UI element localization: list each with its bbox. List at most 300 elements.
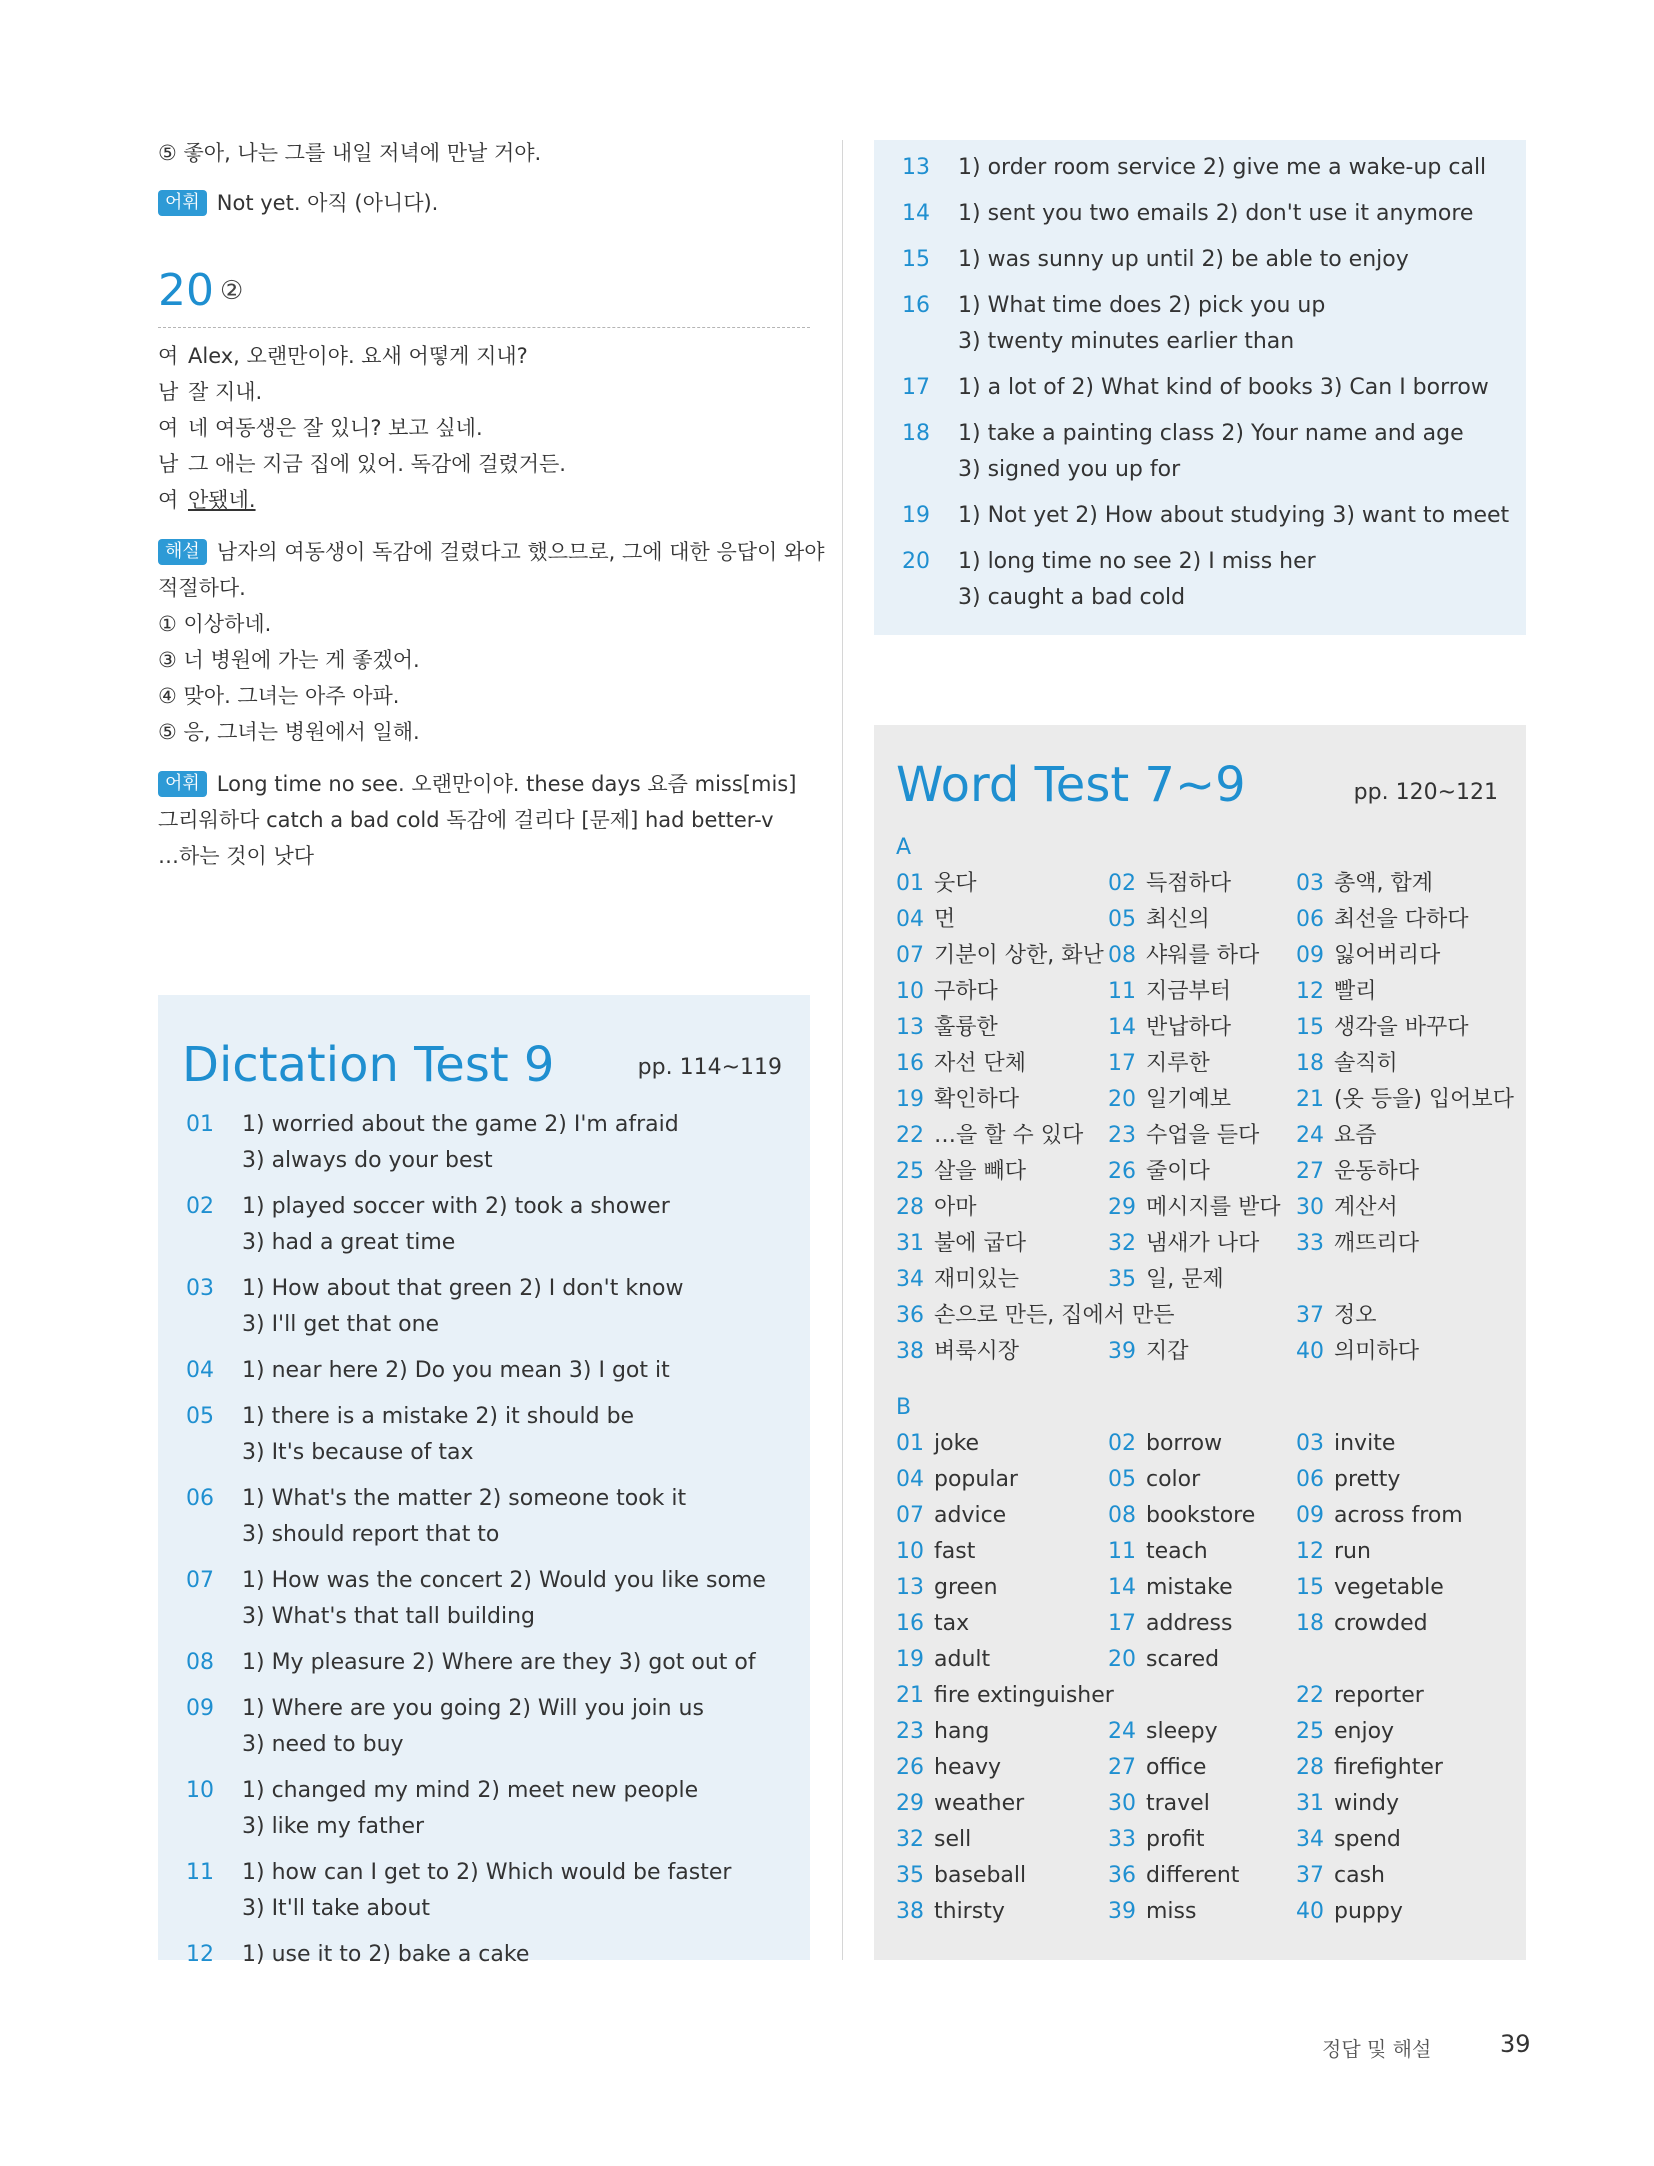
answer-text: 1) take a painting class 2) Your name and age [958, 421, 1464, 446]
word-entry [896, 1786, 1024, 1822]
word-entry [1296, 1858, 1385, 1894]
answer-item [186, 1107, 796, 1179]
answer-text: 1) long time no see 2) I miss her [958, 549, 1316, 574]
word-row [896, 1678, 1516, 1714]
word-text: hang [934, 1719, 990, 1744]
word-number: 21 [1296, 1087, 1324, 1112]
word-text: 계산서 [1334, 1195, 1398, 1220]
answer-item [186, 1353, 796, 1389]
word-entry [1296, 1298, 1377, 1334]
answer-number: 17 [902, 375, 930, 400]
word-row [896, 1462, 1516, 1498]
word-entry [1108, 1822, 1204, 1858]
dialogue-line [158, 482, 810, 518]
word-number: 29 [896, 1791, 924, 1816]
word-entry [1108, 1642, 1219, 1678]
word-text: (옷 등을) 입어보다 [1334, 1087, 1514, 1112]
word-text: 살을 빼다 [934, 1159, 1027, 1184]
word-number: 27 [1296, 1159, 1324, 1184]
word-text: 지갑 [1146, 1339, 1189, 1364]
answer-item [186, 1855, 796, 1927]
word-entry [896, 1894, 1005, 1930]
word-row [896, 1858, 1516, 1894]
word-entry [896, 902, 955, 938]
word-number: 34 [896, 1267, 924, 1292]
word-row [896, 1642, 1516, 1678]
word-number: 30 [1296, 1195, 1324, 1220]
word-number: 10 [896, 1539, 924, 1564]
word-text: weather [934, 1791, 1025, 1816]
dictation-answers-left [186, 1107, 796, 1983]
answer-text: 1) played soccer with 2) took a shower [242, 1194, 670, 1219]
answer-text: 1) was sunny up until 2) be able to enjoy [958, 247, 1409, 272]
word-entry [1108, 1786, 1210, 1822]
word-entry [896, 1226, 1026, 1262]
word-entry [1108, 938, 1259, 974]
word-entry [1108, 1082, 1231, 1118]
word-text: firefighter [1334, 1755, 1443, 1780]
word-entry [1296, 1678, 1424, 1714]
word-text: windy [1334, 1791, 1400, 1816]
word-text: 훌륭한 [934, 1015, 998, 1040]
word-row [896, 1498, 1516, 1534]
word-entry [896, 1082, 1019, 1118]
answer-number: 11 [186, 1860, 214, 1885]
word-entry [1296, 1118, 1377, 1154]
word-text: heavy [934, 1755, 1001, 1780]
word-text: 생각을 바꾸다 [1334, 1015, 1469, 1040]
word-entry [1296, 1750, 1443, 1786]
word-entry [1108, 974, 1231, 1010]
word-text: 총액, 합계 [1334, 871, 1433, 896]
word-text: 냄새가 나다 [1146, 1231, 1260, 1256]
word-entry [1108, 1190, 1281, 1226]
word-number: 29 [1108, 1195, 1136, 1220]
word-entry [1108, 1154, 1210, 1190]
word-number: 18 [1296, 1611, 1324, 1636]
word-text: teach [1146, 1539, 1208, 1564]
answer-item [186, 1481, 796, 1553]
word-number: 12 [1296, 1539, 1324, 1564]
word-text: 최신의 [1146, 907, 1210, 932]
word-number: 02 [1108, 871, 1136, 896]
word-number: 14 [1108, 1015, 1136, 1040]
speaker: 남 [158, 380, 179, 404]
word-text: vegetable [1334, 1575, 1444, 1600]
answer-number: 10 [186, 1778, 214, 1803]
answer-number: 06 [186, 1486, 214, 1511]
answer-number: 03 [186, 1276, 214, 1301]
word-number: 18 [1296, 1051, 1324, 1076]
column-divider [842, 140, 843, 1960]
word-text: 잃어버리다 [1334, 943, 1441, 968]
word-entry [1108, 1750, 1206, 1786]
word-text: 먼 [934, 907, 956, 932]
word-entry [1296, 938, 1440, 974]
word-text: 기분이 상한, 화난 [934, 943, 1104, 968]
word-text: popular [934, 1467, 1018, 1492]
answer-text: 1) Where are you going 2) Will you join us [242, 1696, 704, 1721]
vocab-tag: 어휘 [158, 190, 207, 216]
answer-number: 19 [902, 503, 930, 528]
word-entry [1296, 1534, 1371, 1570]
word-text: 깨뜨리다 [1334, 1231, 1420, 1256]
speaker: 여 [158, 488, 179, 512]
word-text: 메시지를 받다 [1146, 1195, 1281, 1220]
answer-text: 1) My pleasure 2) Where are they 3) got out of [242, 1650, 756, 1675]
choice-4: ④ 맞아. 그녀는 아주 아파. [158, 684, 400, 708]
word-number: 26 [1108, 1159, 1136, 1184]
answer-text: 3) always do your best [242, 1148, 493, 1173]
word-number: 09 [1296, 1503, 1324, 1528]
answer-item [902, 288, 1512, 360]
speaker: 남 [158, 452, 179, 476]
vocab-line-2: 그리워하다 catch a bad cold 독감에 걸리다 [문제] had better-v [158, 808, 774, 832]
answer-text: 3) like my father [242, 1814, 425, 1839]
dictation-pages: pp. 114~119 [637, 1055, 782, 1080]
word-entry [1108, 1010, 1231, 1046]
answer-number: 13 [902, 155, 930, 180]
word-text: mistake [1146, 1575, 1233, 1600]
word-text: 구하다 [934, 979, 998, 1004]
word-row [896, 1750, 1516, 1786]
answer-text: 1) How was the concert 2) Would you like some [242, 1568, 766, 1593]
word-text: 득점하다 [1146, 871, 1232, 896]
word-number: 08 [1108, 943, 1136, 968]
word-text: office [1146, 1755, 1207, 1780]
vocab-tag: 어휘 [158, 771, 207, 797]
dictation-title: Dictation Test 9 [182, 1037, 555, 1093]
dictation-test-box [158, 995, 810, 1967]
explanation-line-2: 적절하다. [158, 576, 246, 600]
word-text: 웃다 [934, 871, 977, 896]
word-entry [1296, 1786, 1399, 1822]
word-entry [1296, 866, 1433, 902]
word-text: adult [934, 1647, 991, 1672]
word-text: 확인하다 [934, 1087, 1020, 1112]
answer-text: 1) sent you two emails 2) don't use it anymore [958, 201, 1474, 226]
word-text: 최선을 다하다 [1334, 907, 1469, 932]
word-number: 25 [1296, 1719, 1324, 1744]
word-text: 샤워를 하다 [1146, 943, 1260, 968]
word-text: sell [934, 1827, 972, 1852]
answer-number: 07 [186, 1568, 214, 1593]
word-number: 40 [1296, 1339, 1324, 1364]
dashed-rule [158, 327, 810, 328]
answer-text: 1) worried about the game 2) I'm afraid [242, 1112, 679, 1137]
word-number: 34 [1296, 1827, 1324, 1852]
word-number: 39 [1108, 1339, 1136, 1364]
word-entry [1108, 1858, 1239, 1894]
word-test-section-a [896, 830, 1516, 1370]
answer-number: 09 [186, 1696, 214, 1721]
word-number: 19 [896, 1647, 924, 1672]
word-text: reporter [1334, 1683, 1424, 1708]
word-number: 11 [1108, 979, 1136, 1004]
word-number: 04 [896, 1467, 924, 1492]
word-text: 지루한 [1146, 1051, 1210, 1076]
word-entry [1296, 1714, 1394, 1750]
word-entry [896, 1498, 1006, 1534]
word-number: 26 [896, 1755, 924, 1780]
word-text: green [934, 1575, 998, 1600]
answer-number: 16 [902, 293, 930, 318]
vocab [158, 766, 810, 802]
word-text: 운동하다 [1334, 1159, 1420, 1184]
word-number: 35 [1108, 1267, 1136, 1292]
answer-mark: ② [220, 276, 244, 306]
word-text: across from [1334, 1503, 1463, 1528]
word-entry [1296, 1010, 1469, 1046]
answer-item [186, 1189, 796, 1261]
word-text: 수업을 듣다 [1146, 1123, 1260, 1148]
answer-item [186, 1937, 796, 1973]
word-entry [1108, 1262, 1224, 1298]
word-row [896, 1118, 1516, 1154]
answer-text: 3) should report that to [242, 1522, 500, 1547]
word-row [896, 902, 1516, 938]
word-entry [896, 1462, 1018, 1498]
answer-text: 1) use it to 2) bake a cake [242, 1942, 530, 1967]
answer-item [902, 196, 1512, 232]
answer-text: 1) What's the matter 2) someone took it [242, 1486, 687, 1511]
word-row [896, 1334, 1516, 1370]
answer-number: 01 [186, 1112, 214, 1137]
answer-item [186, 1563, 796, 1635]
word-entry [1296, 1426, 1395, 1462]
word-number: 33 [1108, 1827, 1136, 1852]
answer-text: 1) changed my mind 2) meet new people [242, 1778, 699, 1803]
answer-item [186, 1773, 796, 1845]
explanation-line-1: 남자의 여동생이 독감에 걸렸다고 했으므로, 그에 대한 응답이 와야 [216, 540, 825, 564]
word-row [896, 1714, 1516, 1750]
word-row [896, 1822, 1516, 1858]
answer-text: 3) It'll take about [242, 1896, 431, 1921]
section-b-label: B [896, 1395, 912, 1420]
word-text: 줄이다 [1146, 1159, 1210, 1184]
word-number: 22 [896, 1123, 924, 1148]
word-entry [896, 1570, 998, 1606]
word-row [896, 1606, 1516, 1642]
word-entry [1108, 902, 1210, 938]
word-entry [1108, 1498, 1255, 1534]
word-text: 요즘 [1334, 1123, 1377, 1148]
answer-item [902, 242, 1512, 278]
word-number: 33 [1296, 1231, 1324, 1256]
word-entry [896, 1714, 989, 1750]
word-number: 23 [896, 1719, 924, 1744]
word-entry [896, 1298, 1175, 1334]
answer-text: 3) caught a bad cold [958, 585, 1186, 610]
word-entry [1296, 1190, 1398, 1226]
word-entry [896, 1010, 998, 1046]
word-text: sleepy [1146, 1719, 1218, 1744]
answer-text: 3) What's that tall building [242, 1604, 535, 1629]
word-text: pretty [1334, 1467, 1401, 1492]
word-entry [896, 1118, 1083, 1154]
word-number: 06 [1296, 907, 1324, 932]
word-entry [1108, 1570, 1233, 1606]
word-row [896, 1010, 1516, 1046]
word-number: 20 [1108, 1647, 1136, 1672]
word-text: borrow [1146, 1431, 1223, 1456]
word-entry [1108, 1534, 1208, 1570]
word-entry [896, 974, 998, 1010]
explain-tag: 해설 [158, 539, 207, 565]
dialogue-line [158, 410, 810, 446]
prev-vocab-text: Not yet. 아직 (아니다). [216, 191, 439, 215]
dialogue-text: Alex, 오랜만이야. 요새 어떻게 지내? [188, 344, 528, 368]
word-text: profit [1146, 1827, 1205, 1852]
word-entry [896, 1642, 990, 1678]
word-number: 39 [1108, 1899, 1136, 1924]
word-number: 15 [1296, 1015, 1324, 1040]
word-entry [896, 1154, 1026, 1190]
word-entry [896, 1426, 979, 1462]
word-entry [1108, 866, 1231, 902]
word-row [896, 1534, 1516, 1570]
word-text: 자선 단체 [934, 1051, 1027, 1076]
word-text: 아마 [934, 1195, 977, 1220]
word-number: 01 [896, 871, 924, 896]
word-number: 08 [1108, 1503, 1136, 1528]
word-number: 38 [896, 1339, 924, 1364]
word-number: 31 [1296, 1791, 1324, 1816]
word-number: 11 [1108, 1539, 1136, 1564]
answer-text: 1) order room service 2) give me a wake-up call [958, 155, 1487, 180]
word-number: 28 [896, 1195, 924, 1220]
word-number: 37 [1296, 1303, 1324, 1328]
word-entry [896, 1334, 1019, 1370]
word-row [896, 1426, 1516, 1462]
word-number: 24 [1108, 1719, 1136, 1744]
word-text: different [1146, 1863, 1240, 1888]
word-text: advice [934, 1503, 1007, 1528]
dictation-answers-right [902, 150, 1512, 626]
word-entry [1296, 1462, 1400, 1498]
word-text: 반납하다 [1146, 1015, 1232, 1040]
word-entry [1108, 1894, 1196, 1930]
word-text: 빨리 [1334, 979, 1377, 1004]
word-entry [1296, 974, 1377, 1010]
dialogue-text: 네 여동생은 잘 있니? 보고 싶네. [188, 416, 483, 440]
answer-item [902, 416, 1512, 488]
word-test-section-b [896, 1390, 1516, 1930]
answer-number: 14 [902, 201, 930, 226]
word-test-pages: pp. 120~121 [1353, 780, 1498, 805]
word-text: cash [1334, 1863, 1385, 1888]
answer-number: 02 [186, 1194, 214, 1219]
word-number: 05 [1108, 1467, 1136, 1492]
word-text: 불에 굽다 [934, 1231, 1027, 1256]
word-number: 15 [1296, 1575, 1324, 1600]
word-number: 31 [896, 1231, 924, 1256]
page-number: 39 [1500, 2030, 1531, 2058]
word-row [896, 1046, 1516, 1082]
word-number: 38 [896, 1899, 924, 1924]
word-row [896, 938, 1516, 974]
word-entry [896, 1858, 1026, 1894]
word-row [896, 1786, 1516, 1822]
prev-choice-5: ⑤ 좋아, 나는 그를 내일 저녁에 만날 거야. [158, 141, 542, 165]
word-text: travel [1146, 1791, 1210, 1816]
word-number: 07 [896, 1503, 924, 1528]
word-number: 35 [896, 1863, 924, 1888]
dialogue-line [158, 374, 810, 410]
word-number: 28 [1296, 1755, 1324, 1780]
word-text: thirsty [934, 1899, 1005, 1924]
word-entry [896, 1822, 971, 1858]
word-number: 01 [896, 1431, 924, 1456]
word-text: fire extinguisher [934, 1683, 1114, 1708]
word-text: bookstore [1146, 1503, 1256, 1528]
answer-item [902, 498, 1512, 534]
answer-text: 3) need to buy [242, 1732, 404, 1757]
dialogue-line [158, 446, 810, 482]
answer-number: 04 [186, 1358, 214, 1383]
word-entry [1296, 1570, 1444, 1606]
word-entry [1108, 1426, 1222, 1462]
word-text: 일기예보 [1146, 1087, 1232, 1112]
word-text: joke [934, 1431, 980, 1456]
word-number: 17 [1108, 1611, 1136, 1636]
word-entry [896, 938, 1104, 974]
word-number: 10 [896, 979, 924, 1004]
choice-5: ⑤ 응, 그녀는 병원에서 일해. [158, 720, 420, 744]
word-number: 36 [896, 1303, 924, 1328]
section-a-rows [896, 866, 1516, 1370]
question-20-heading [158, 263, 810, 319]
word-entry [1296, 1334, 1419, 1370]
word-entry [1108, 1118, 1259, 1154]
word-entry [1296, 1822, 1401, 1858]
dictation-continued-box [874, 140, 1526, 635]
word-entry [896, 1606, 969, 1642]
word-row [896, 1082, 1516, 1118]
word-number: 36 [1108, 1863, 1136, 1888]
footer-label: 정답 및 해설 [1322, 2037, 1432, 2061]
question-number: 20 [158, 265, 214, 316]
word-entry [896, 1750, 1001, 1786]
dialogue-text: 잘 지내. [188, 380, 263, 404]
answer-item [186, 1399, 796, 1471]
word-number: 03 [1296, 871, 1324, 896]
word-number: 12 [1296, 979, 1324, 1004]
word-entry [1108, 1606, 1232, 1642]
word-number: 06 [1296, 1467, 1324, 1492]
word-text: 재미있는 [934, 1267, 1020, 1292]
word-text: 정오 [1334, 1303, 1377, 1328]
word-entry [1296, 1154, 1419, 1190]
word-number: 04 [896, 907, 924, 932]
word-text: tax [934, 1611, 970, 1636]
answer-text: 3) I'll get that one [242, 1312, 440, 1337]
word-text: fast [934, 1539, 976, 1564]
word-number: 05 [1108, 907, 1136, 932]
vocab-line-3: …하는 것이 낫다 [158, 844, 315, 868]
word-entry [896, 1190, 977, 1226]
word-number: 32 [1108, 1231, 1136, 1256]
word-number: 24 [1296, 1123, 1324, 1148]
word-number: 40 [1296, 1899, 1324, 1924]
dialogue [158, 338, 810, 518]
word-text: 일, 문제 [1146, 1267, 1224, 1292]
answer-text: 1) how can I get to 2) Which would be faster [242, 1860, 732, 1885]
answer-number: 18 [902, 421, 930, 446]
answer-item [186, 1691, 796, 1763]
vocab-line-1: Long time no see. 오랜만이야. these days 요즘 miss[mis] [216, 772, 797, 796]
dialogue-text: 안됐네. [188, 488, 256, 512]
